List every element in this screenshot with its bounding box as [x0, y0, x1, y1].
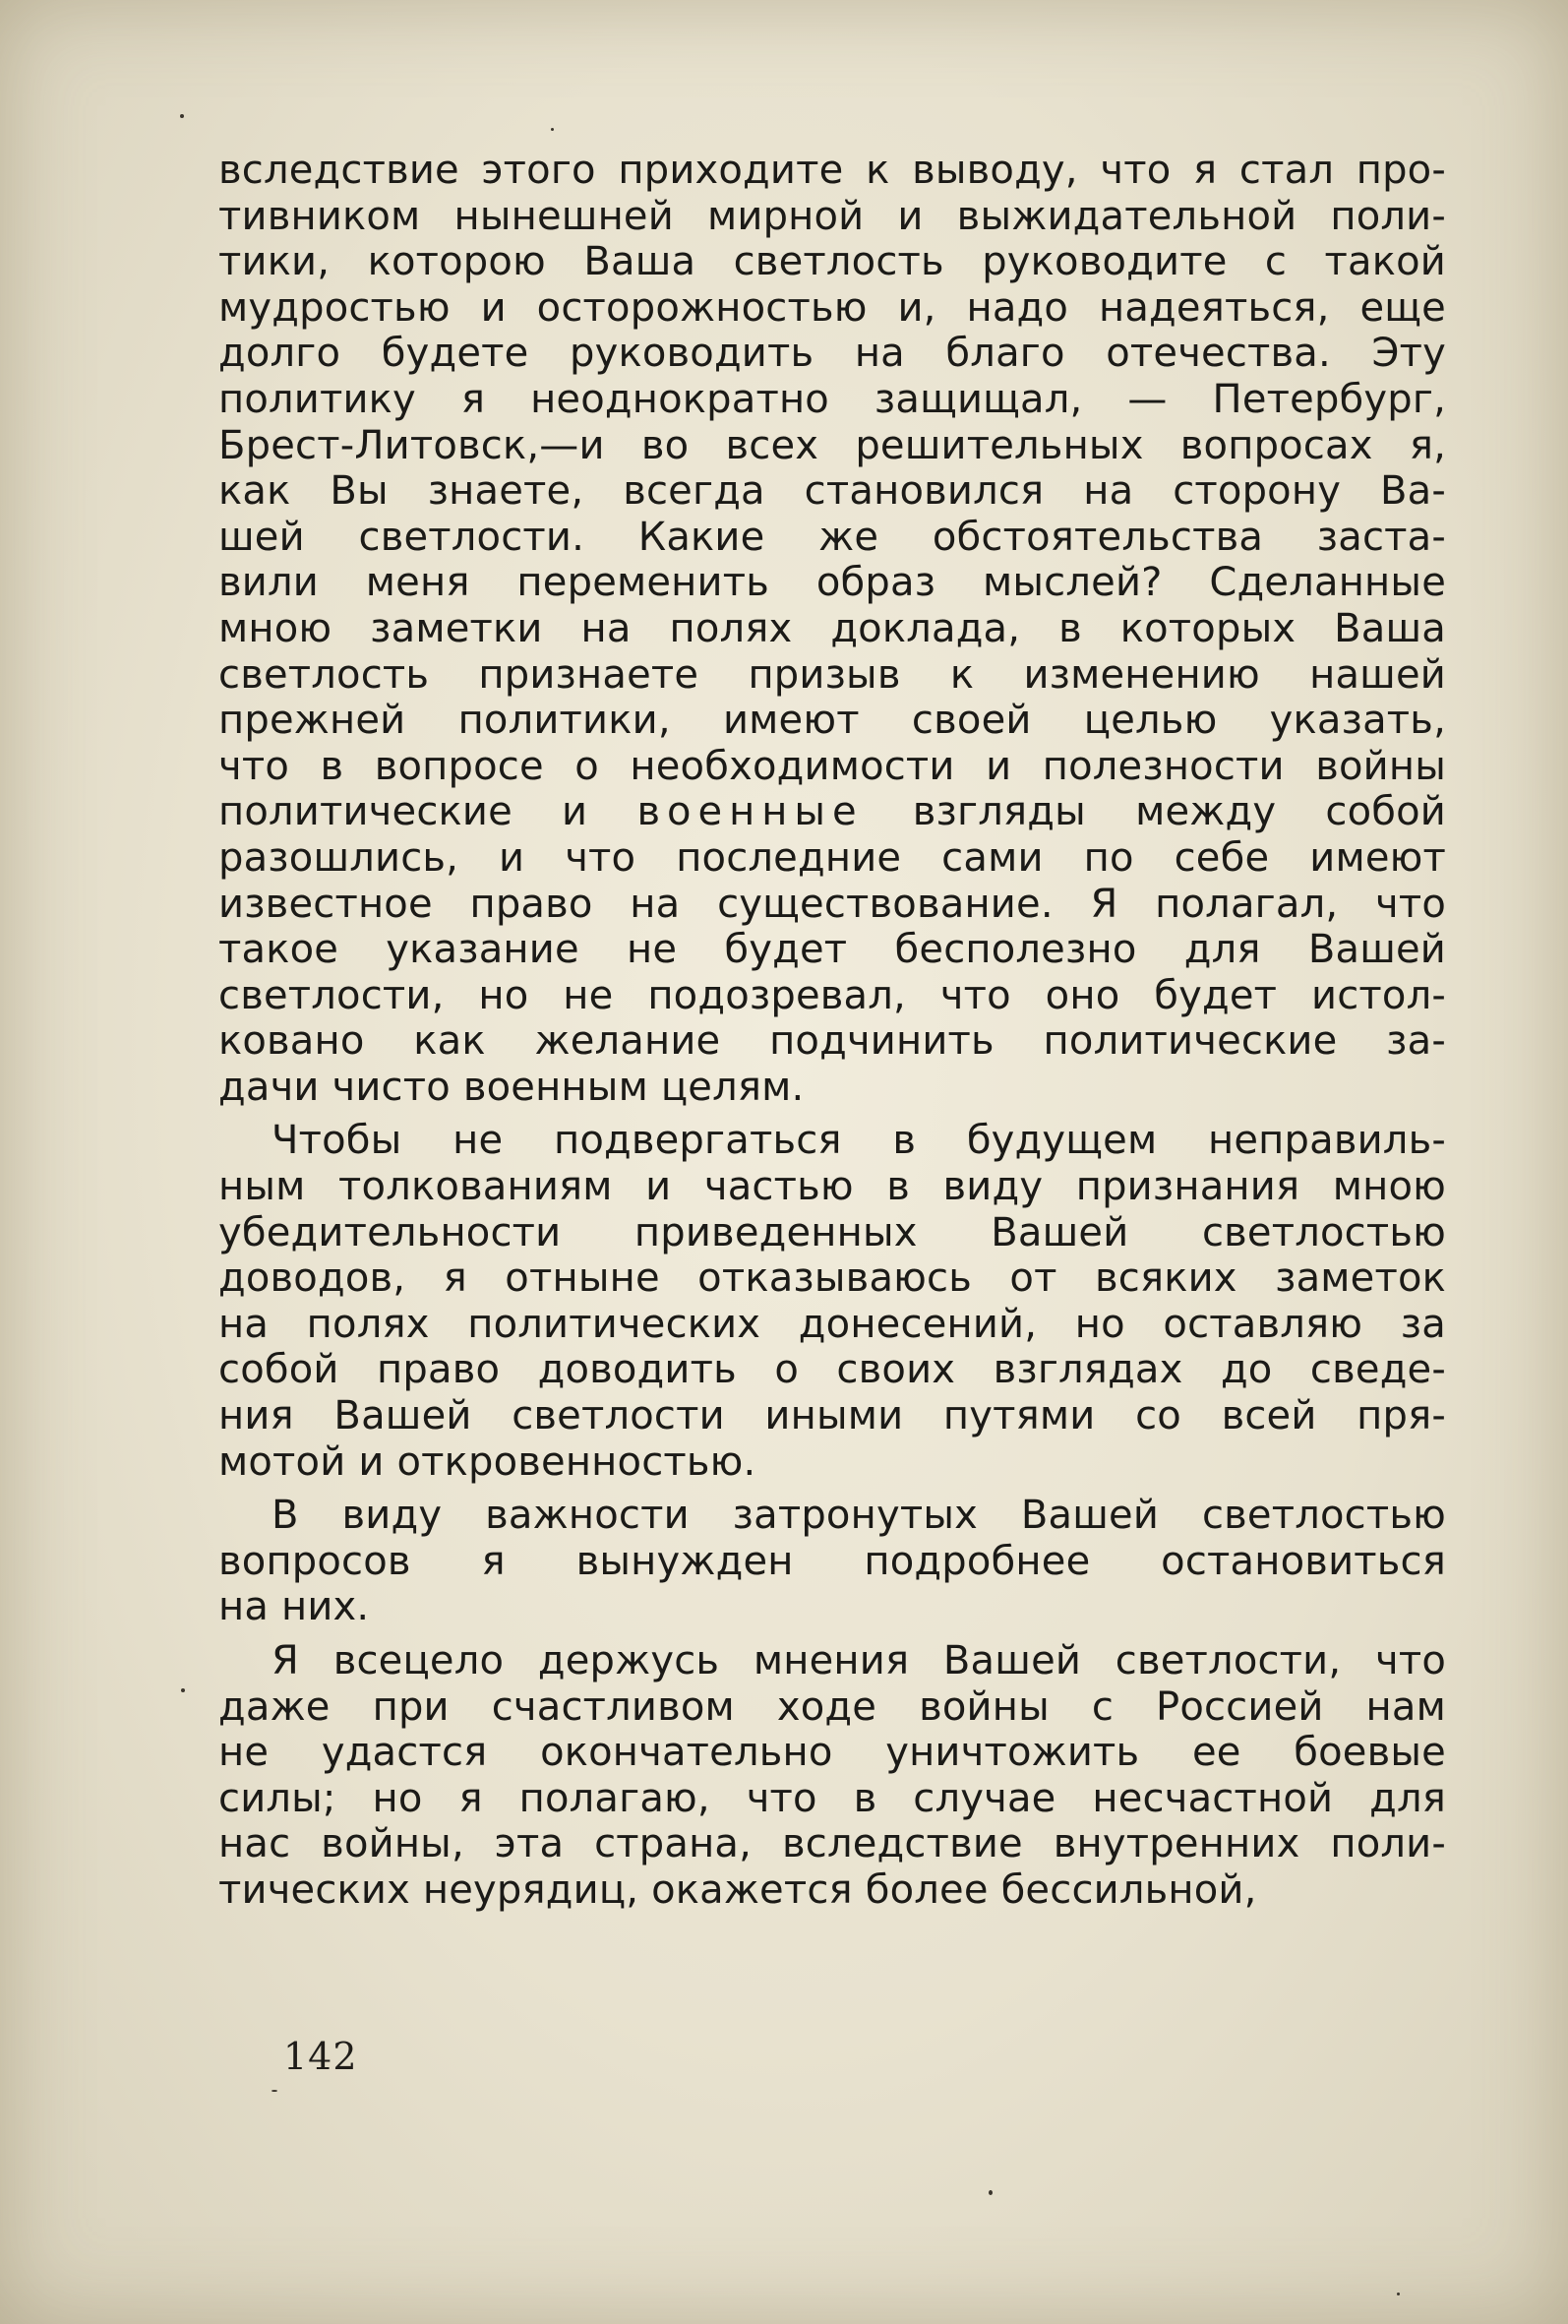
- text-line: силы; но я полагаю, что в случае несчастной для: [218, 1775, 1446, 1821]
- text-line: тивником нынешней мирной и выжидательной поли-: [218, 193, 1446, 239]
- text-line: В виду важности затронутых Вашей светлостью: [271, 1493, 1446, 1539]
- paragraph: [218, 1493, 1446, 1630]
- ink-speck: [551, 128, 554, 131]
- text-line: Чтобы не подвергаться в будущем неправиль-: [271, 1118, 1446, 1164]
- text-line: дачи чисто военным целям.: [218, 1064, 805, 1110]
- page-number: 142: [283, 2035, 358, 2078]
- text-line: мною заметки на полях доклада, в которых Ваша: [218, 605, 1446, 651]
- ink-speck: [989, 2190, 993, 2195]
- paragraph: [218, 1638, 1446, 1914]
- text-line: как Вы знаете, всегда становился на сторону Ва-: [218, 468, 1446, 515]
- text-line: мотой и откровенностью.: [218, 1438, 756, 1485]
- text-line: долго будете руководить на благо отечества. Эту: [218, 331, 1446, 377]
- text-line: ния Вашей светлости иными путями со всей пря-: [218, 1393, 1446, 1439]
- text-line: убедительности приведенных Вашей светлостью: [218, 1209, 1446, 1255]
- text-line: политические и военные взгляды между собой: [218, 789, 1446, 835]
- body-text: [218, 148, 1446, 1922]
- text-line: тики, которою Ваша светлость руководите с такой: [218, 239, 1446, 285]
- text-line: вследствие этого приходите к выводу, что я стал про-: [218, 148, 1446, 193]
- text-line: ковано как желание подчинить политические за-: [218, 1018, 1446, 1065]
- text-line: на них.: [218, 1584, 370, 1630]
- text-line: политику я неоднократно защищал, — Петербург,: [218, 376, 1446, 422]
- text-line: мудростью и осторожностью и, надо надеяться, еще: [218, 284, 1446, 331]
- text-line: на полях политических донесений, но оставляю за: [218, 1301, 1446, 1347]
- text-line: вили меня переменить образ мыслей? Сделанные: [218, 560, 1446, 606]
- ink-speck: [181, 1688, 185, 1692]
- paragraph: [218, 148, 1446, 1110]
- ink-speck: [271, 2090, 277, 2092]
- text-line: вопросов я вынужден подробнее остановиться: [218, 1538, 1446, 1584]
- text-line: нас войны, эта страна, вследствие внутренних поли-: [218, 1821, 1446, 1867]
- text-line: доводов, я отныне отказываюсь от всяких заметок: [218, 1255, 1446, 1302]
- text-line: шей светлости. Какие же обстоятельства заста-: [218, 514, 1446, 560]
- text-line: Брест-Литовск,—и во всех решительных вопросах я,: [218, 422, 1446, 468]
- text-line: собой право доводить о своих взглядах до сведе-: [218, 1347, 1446, 1393]
- text-line: Я всецело держусь мнения Вашей светлости, что: [271, 1638, 1446, 1683]
- ink-speck: [180, 114, 184, 118]
- text-line: такое указание не будет бесполезно для Вашей: [218, 927, 1446, 973]
- paragraph: [218, 1118, 1446, 1485]
- text-line: разошлись, и что последние сами по себе имеют: [218, 834, 1446, 881]
- text-line: тических неурядиц, окажется более бессильной,: [218, 1866, 1257, 1913]
- ink-speck: [1397, 2293, 1400, 2295]
- text-line: что в вопросе о необходимости и полезности войны: [218, 743, 1446, 789]
- text-line: ным толкованиям и частью в виду признания мною: [218, 1164, 1446, 1210]
- text-line: даже при счастливом ходе войны с Россией нам: [218, 1683, 1446, 1730]
- text-line: прежней политики, имеют своей целью указать,: [218, 698, 1446, 744]
- text-line: не удастся окончательно уничтожить ее боевые: [218, 1730, 1446, 1776]
- text-line: светлость признаете призыв к изменению нашей: [218, 651, 1446, 698]
- text-line: известное право на существование. Я полагал, что: [218, 881, 1446, 927]
- text-line: светлости, но не подозревал, что оно будет истол-: [218, 972, 1446, 1018]
